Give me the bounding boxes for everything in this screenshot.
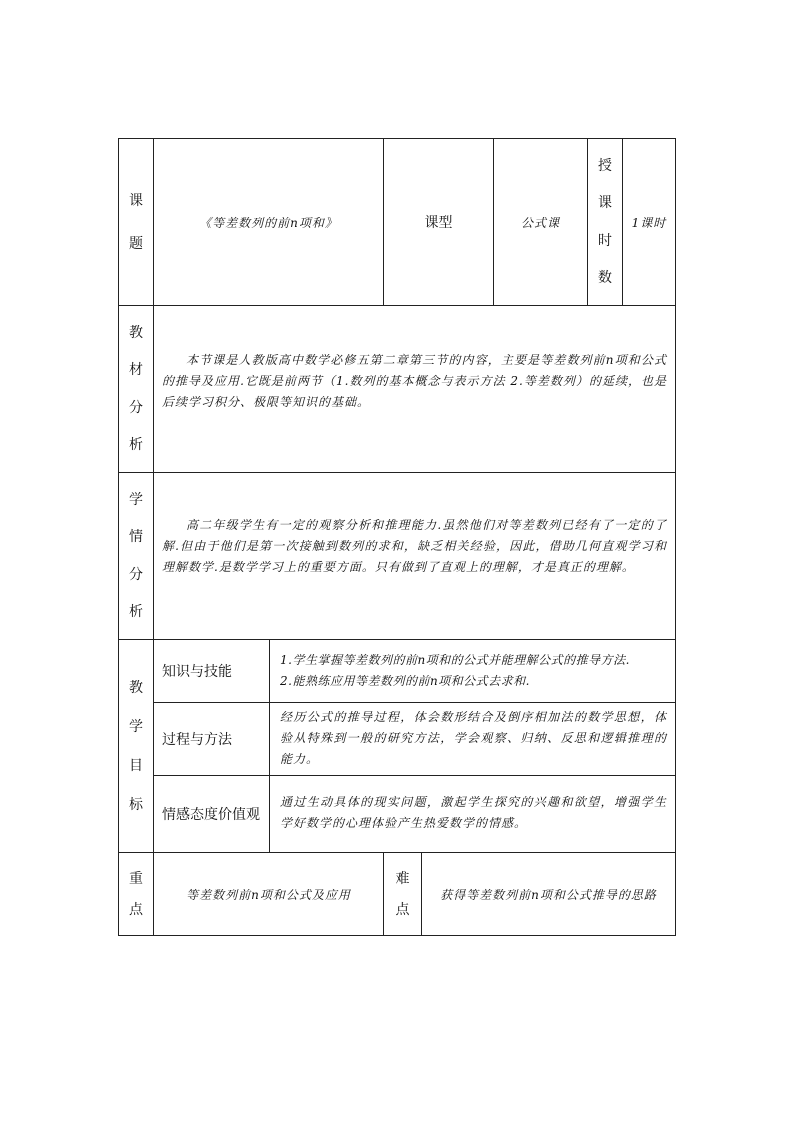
lesson-title: 《等差数列的前n项和》 [153, 138, 384, 306]
goal-label-attitude: 情感态度价值观 [153, 775, 270, 853]
label-textbook-analysis: 教 材 分 析 [118, 305, 154, 473]
label-lesson-type: 课型 [383, 138, 494, 306]
lesson-type: 公式课 [493, 138, 588, 306]
lesson-hours: 1课时 [622, 138, 676, 306]
label-key-point: 重 点 [118, 852, 154, 936]
difficult-point-text: 获得等差数列前n项和公式推导的思路 [421, 852, 676, 936]
label-hours: 授 课 时 数 [587, 138, 623, 306]
label-teaching-goals: 教 学 目 标 [118, 639, 154, 853]
student-analysis-cell [153, 472, 676, 640]
label-title: 课 题 [118, 138, 154, 306]
textbook-analysis-cell [153, 305, 676, 473]
goal-label-knowledge: 知识与技能 [153, 639, 270, 703]
textbook-analysis-text: 本节课是人教版高中数学必修五第二章第三节的内容，主要是等差数列前n项和公式的推导及应用.它既是前两节（1.数列的基本概念与表示方法 2.等差数列）的延续，也是后续学习积分、极限等知识的基础。 [162, 353, 667, 409]
label-student-analysis: 学 情 分 析 [118, 472, 154, 640]
key-point-text: 等差数列前n项和公式及应用 [153, 852, 384, 936]
goal-text-attitude: 通过生动具体的现实问题，激起学生探究的兴趣和欲望，增强学生学好数学的心理体验产生热爱数学的情感。 [269, 775, 676, 853]
student-analysis-text: 高二年级学生有一定的观察分析和推理能力.虽然他们对等差数列已经有了一定的了解.但由于他们是第一次接触到数列的求和，缺乏相关经验，因此，借助几何直观学习和理解数学.是数学学习上的重要方面。只有做到了直观上的理解，才是真正的理解。 [162, 518, 667, 574]
goal-label-process: 过程与方法 [153, 702, 270, 776]
label-difficult-point: 难 点 [383, 852, 422, 936]
goal-text-knowledge: 1.学生掌握等差数列的前n项和的公式并能理解公式的推导方法. 2.能熟练应用等差数列的前n项和公式去求和. [269, 639, 676, 703]
goal-text-process: 经历公式的推导过程，体会数形结合及倒序相加法的数学思想，体验从特殊到一般的研究方法，学会观察、归纳、反思和逻辑推理的能力。 [269, 702, 676, 776]
